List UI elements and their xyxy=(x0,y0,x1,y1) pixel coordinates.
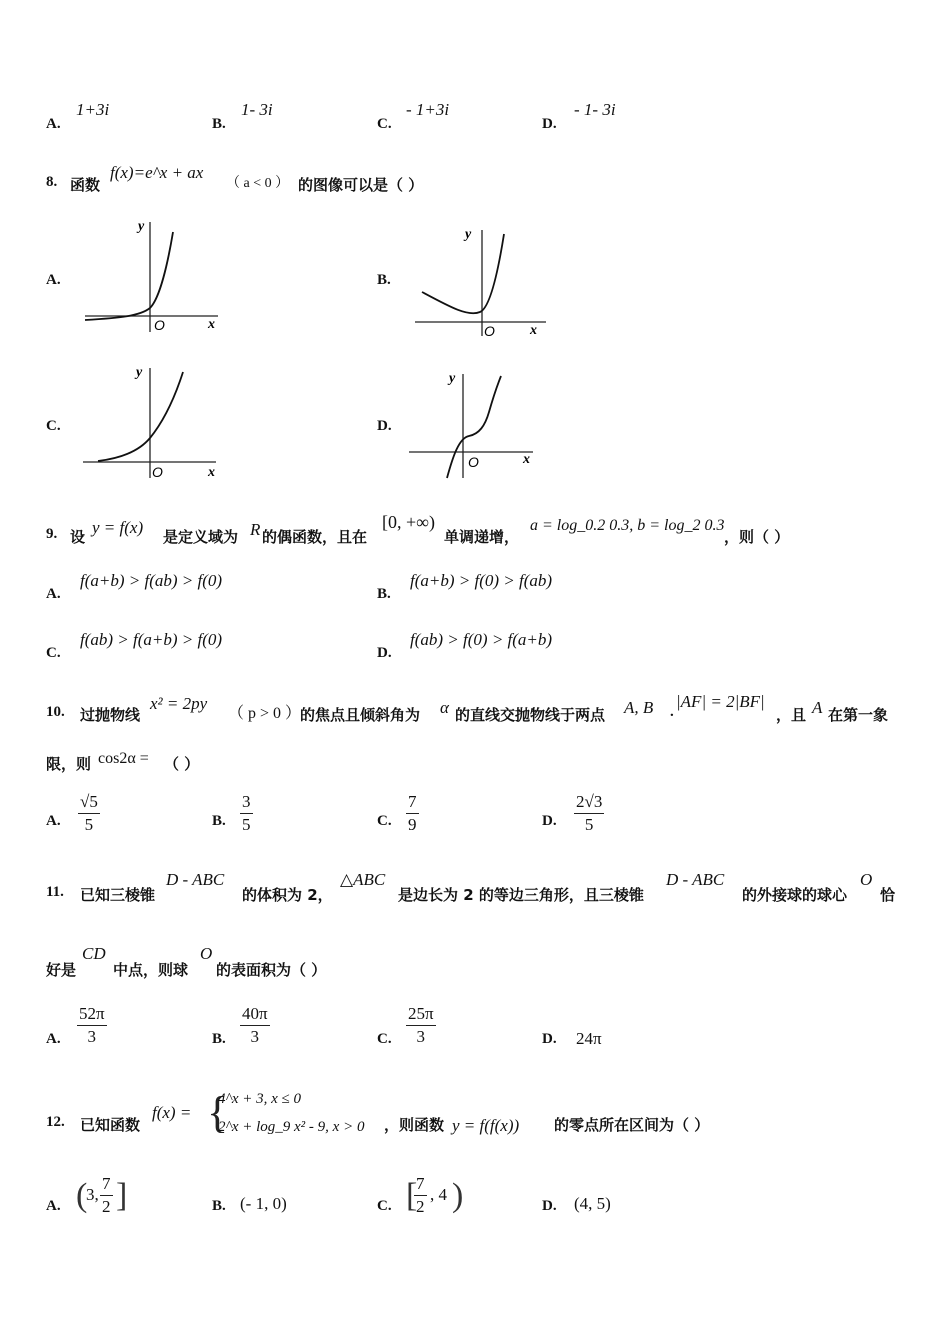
q10-af-bf: |AF| = 2|BF| xyxy=(676,692,765,711)
q8-b-y-label: y xyxy=(465,227,472,242)
q8-text1: 函数 xyxy=(70,176,101,194)
q12-option-c-num: 7 xyxy=(414,1174,427,1196)
q11-text5: 恰 xyxy=(880,886,896,904)
q11-option-b-fraction xyxy=(240,1004,270,1048)
q10-option-b-fraction xyxy=(240,792,253,836)
q12-option-c-open-bracket: [ xyxy=(406,1177,418,1214)
q8-option-d-label: D. xyxy=(377,418,392,434)
q12-text3: 的零点所在区间为（ ） xyxy=(554,1116,710,1134)
q11-text3: 是边长为 2 的等边三角形，且三棱锥 xyxy=(398,886,644,904)
q12-yff: y = f(f(x)) xyxy=(452,1116,520,1135)
q8-option-b-label: B. xyxy=(377,272,391,288)
q10-option-b-label: B. xyxy=(212,813,226,829)
q12-option-c-label: C. xyxy=(377,1198,392,1214)
q8-graph-d xyxy=(405,366,540,486)
q11-pyramid2: D - ABC xyxy=(666,870,725,889)
q8-graph-c xyxy=(78,360,223,485)
q10-option-d-label: D. xyxy=(542,813,557,829)
q11-number: 11. xyxy=(46,884,64,900)
q7-option-d-value: - 1- 3i xyxy=(574,100,616,119)
q12-option-a-close-bracket: ] xyxy=(116,1177,128,1214)
q12-option-a-num: 7 xyxy=(100,1174,113,1196)
q12-option-a-den: 2 xyxy=(102,1197,111,1216)
q8-option-a-label: A. xyxy=(46,272,61,288)
q10-option-a-num: √5 xyxy=(78,792,100,814)
q12-case1: 4^x + 3, x ≤ 0 xyxy=(218,1091,301,1107)
q11-O: O xyxy=(860,870,873,889)
q8-c-x-label: x xyxy=(208,465,215,480)
q10-text2: 的焦点且倾斜角为 xyxy=(300,706,421,724)
q8-graph-a xyxy=(80,212,225,337)
q9-option-b-value: f(a+b) > f(0) > f(ab) xyxy=(410,571,553,590)
q11-option-c-label: C. xyxy=(377,1031,392,1047)
q10-option-b-num: 3 xyxy=(240,792,253,814)
q11-option-a-fraction xyxy=(77,1004,107,1048)
q9-option-d-label: D. xyxy=(377,645,392,661)
q12-piecewise-brace: { xyxy=(207,1088,229,1137)
q9-text4: 单调递增， xyxy=(444,528,520,546)
q11-triangle: △ABC xyxy=(340,870,386,889)
q8-c-y-label: y xyxy=(136,365,143,380)
q10-option-d-num: 2√3 xyxy=(574,792,604,814)
q11-option-c-fraction xyxy=(406,1004,436,1048)
q7-option-a-value: 1+3i xyxy=(76,100,110,119)
q12-option-a-left: 3, xyxy=(86,1185,99,1204)
q10-condition: （ p > 0 ） xyxy=(228,705,302,722)
q9-interval: [0, +∞) xyxy=(382,512,435,532)
q10-text7: （ ） xyxy=(164,755,200,773)
q11-option-b-num: 40π xyxy=(240,1004,270,1026)
q9-number: 9. xyxy=(46,526,58,542)
q10-text5: 在第一象 xyxy=(828,706,889,724)
q7-option-c-value: - 1+3i xyxy=(406,100,450,119)
q10-alpha: α xyxy=(440,698,449,717)
q10-option-d-den: 5 xyxy=(584,815,594,834)
q11-text8: 的表面积为（ ） xyxy=(216,961,327,979)
q8-a-x-label: x xyxy=(208,317,215,332)
q8-b-origin: O xyxy=(484,323,495,339)
q12-option-a-fraction xyxy=(100,1174,113,1218)
q9-function: y = f(x) xyxy=(92,518,144,537)
q8-graph-b xyxy=(410,222,555,342)
q11-option-a-num: 52π xyxy=(77,1004,107,1026)
q11-option-c-num: 25π xyxy=(406,1004,436,1026)
q10-number: 10. xyxy=(46,704,65,720)
q9-option-b-label: B. xyxy=(377,586,391,602)
q10-option-c-label: C. xyxy=(377,813,392,829)
q9-text5: ，则（ ） xyxy=(724,528,790,546)
q11-option-b-den: 3 xyxy=(250,1027,260,1046)
q12-option-c-fraction xyxy=(414,1174,427,1218)
q9-R: R xyxy=(250,520,261,539)
q11-option-a-den: 3 xyxy=(87,1027,97,1046)
q12-option-c-right: , 4 xyxy=(430,1185,447,1204)
q10-points: A, B xyxy=(624,698,654,717)
q10-cos: cos2α = xyxy=(98,750,149,767)
q8-function: f(x)=e^x + ax xyxy=(110,163,204,182)
q10-option-b-den: 5 xyxy=(242,815,251,834)
q9-option-c-value: f(ab) > f(a+b) > f(0) xyxy=(80,630,223,649)
q11-O2: O xyxy=(200,944,213,963)
q11-option-b-label: B. xyxy=(212,1031,226,1047)
q7-option-a-label: A. xyxy=(46,116,61,132)
q8-option-c-label: C. xyxy=(46,418,61,434)
q8-d-origin: O xyxy=(468,454,479,470)
q11-text6: 好是 xyxy=(46,961,77,979)
q11-text4: 的外接球的球心 xyxy=(742,886,848,904)
q12-option-c-den: 2 xyxy=(416,1197,425,1216)
q10-text3: 的直线交抛物线于两点 xyxy=(455,706,606,724)
q10-text6: 限，则 xyxy=(46,755,92,773)
q11-option-d-label: D. xyxy=(542,1031,557,1047)
q8-c-origin: O xyxy=(152,464,163,480)
q9-text3: 的偶函数，且在 xyxy=(262,528,368,546)
q11-option-a-label: A. xyxy=(46,1031,61,1047)
q8-b-x-label: x xyxy=(530,323,537,338)
q8-d-x-label: x xyxy=(523,452,530,467)
q10-text1: 过抛物线 xyxy=(80,706,141,724)
q12-option-d-label: D. xyxy=(542,1198,557,1214)
q9-option-c-label: C. xyxy=(46,645,61,661)
q10-text4: ，且 xyxy=(776,706,807,724)
q10-option-c-den: 9 xyxy=(408,815,417,834)
q11-pyramid: D - ABC xyxy=(166,870,225,889)
q7-option-b-value: 1- 3i xyxy=(241,100,273,119)
q10-option-c-fraction xyxy=(406,792,419,836)
q10-option-a-label: A. xyxy=(46,813,61,829)
q8-text2: 的图像可以是（ ） xyxy=(298,176,424,194)
q10-dot: . xyxy=(670,704,674,720)
q11-option-d-value: 24π xyxy=(576,1029,602,1048)
q9-ab-values: a = log_0.2 0.3, b = log_2 0.3 xyxy=(530,517,725,534)
q7-option-c-label: C. xyxy=(377,116,392,132)
q12-option-a-label: A. xyxy=(46,1198,61,1214)
q12-option-d-value: (4, 5) xyxy=(574,1194,611,1213)
q8-number: 8. xyxy=(46,174,58,190)
q9-option-a-value: f(a+b) > f(ab) > f(0) xyxy=(80,571,223,590)
q10-option-a-fraction xyxy=(78,792,100,836)
q9-text1: 设 xyxy=(70,528,86,546)
q10-option-a-den: 5 xyxy=(84,815,94,834)
q11-text2: 的体积为 2， xyxy=(242,886,333,904)
q11-CD: CD xyxy=(82,944,106,963)
q12-text2: ，则函数 xyxy=(384,1116,445,1134)
q9-option-d-value: f(ab) > f(0) > f(a+b) xyxy=(410,630,553,649)
q12-option-c-close-paren: ) xyxy=(452,1177,464,1214)
q7-option-d-label: D. xyxy=(542,116,557,132)
q12-text1: 已知函数 xyxy=(80,1116,141,1134)
q12-option-b-label: B. xyxy=(212,1198,226,1214)
q12-option-a-open-paren: ( xyxy=(76,1177,88,1214)
q11-text1: 已知三棱锥 xyxy=(80,886,156,904)
q12-case2: 2^x + log_9 x² - 9, x > 0 xyxy=(218,1119,365,1135)
q9-text2: 是定义域为 xyxy=(163,528,239,546)
q8-a-y-label: y xyxy=(138,219,145,234)
q8-a-origin: O xyxy=(154,317,165,333)
q12-option-b-value: (- 1, 0) xyxy=(240,1194,287,1213)
q10-option-c-num: 7 xyxy=(406,792,419,814)
q11-text7: 中点，则球 xyxy=(113,961,189,979)
q10-equation: x² = 2py xyxy=(150,694,208,713)
q9-option-a-label: A. xyxy=(46,586,61,602)
q8-condition: （ a < 0 ） xyxy=(226,176,290,191)
q12-fx: f(x) = xyxy=(152,1103,192,1122)
q7-option-b-label: B. xyxy=(212,116,226,132)
q12-number: 12. xyxy=(46,1114,65,1130)
q11-option-c-den: 3 xyxy=(416,1027,426,1046)
q8-d-y-label: y xyxy=(449,371,456,386)
q10-option-d-fraction xyxy=(574,792,604,836)
q10-A: A xyxy=(812,698,823,717)
